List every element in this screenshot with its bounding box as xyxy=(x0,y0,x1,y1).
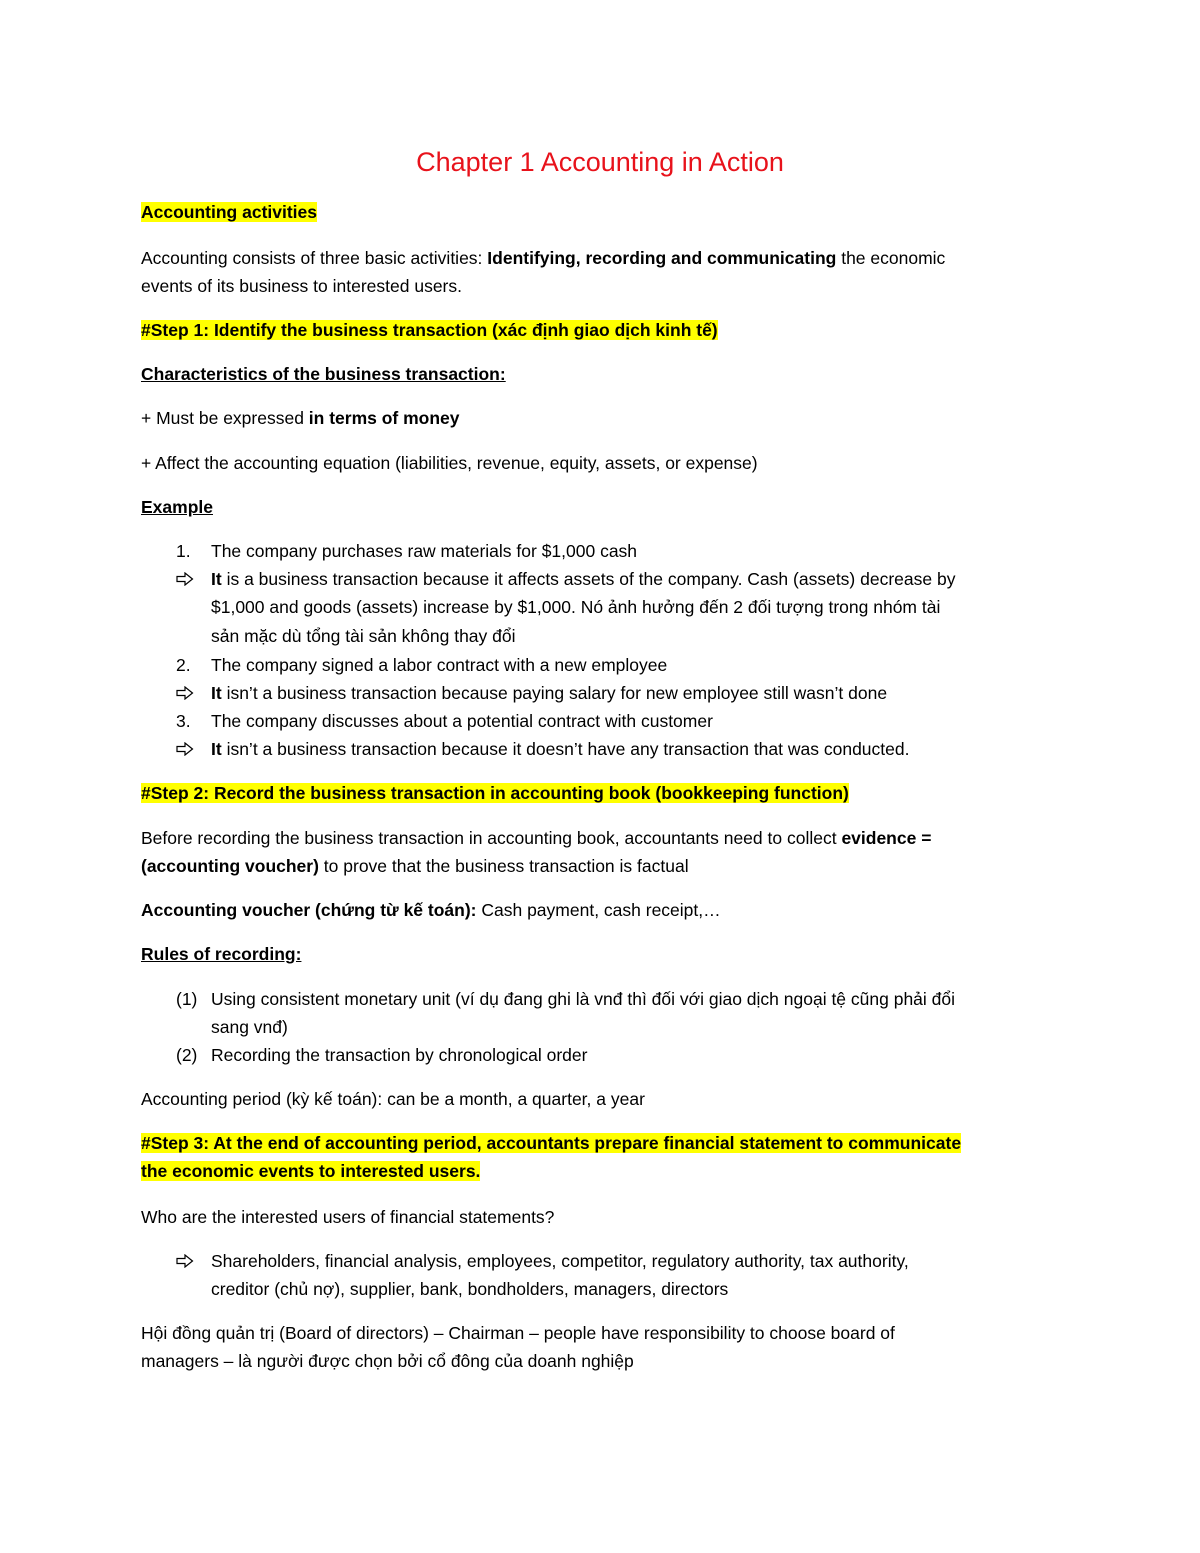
intro-paragraph-line2: events of its business to interested users. xyxy=(141,276,462,296)
board-paragraph-line1: Hội đồng quản trị (Board of directors) – Chairman – people have responsibility to choose board of xyxy=(141,1323,895,1343)
accounting-voucher-line: Accounting voucher (chứng từ kế toán): Cash payment, cash receipt,… xyxy=(141,900,721,920)
rules-heading: Rules of recording: xyxy=(141,944,302,964)
example-heading: Example xyxy=(141,497,213,517)
intro-paragraph-line1: Accounting consists of three basic activities: Identifying, recording and communicating the economic xyxy=(141,248,946,268)
list-item-continuation: sang vnđ) xyxy=(211,1017,288,1037)
list-item: It isn’t a business transaction because it doesn’t have any transaction that was conducted. xyxy=(211,739,910,759)
users-question: Who are the interested users of financial statements? xyxy=(141,1207,555,1227)
step2-paragraph-line1: Before recording the business transaction in accounting book, accountants need to collect evidence = xyxy=(141,828,932,848)
accounting-period-line: Accounting period (kỳ kế toán): can be a month, a quarter, a year xyxy=(141,1089,645,1109)
list-marker: 3. xyxy=(176,711,191,731)
characteristics-heading: Characteristics of the business transaction: xyxy=(141,364,506,384)
step2-paragraph-line2: (accounting voucher) to prove that the business transaction is factual xyxy=(141,856,689,876)
list-marker: (1) xyxy=(176,989,198,1009)
list-item: Recording the transaction by chronological order xyxy=(211,1045,588,1065)
section-heading-accounting-activities: Accounting activities xyxy=(141,202,318,222)
list-item: It is a business transaction because it affects assets of the company. Cash (assets) decrease by xyxy=(211,569,956,589)
page-title: Chapter 1 Accounting in Action xyxy=(416,147,784,177)
list-marker: (2) xyxy=(176,1045,198,1065)
list-item-continuation: sản mặc dù tổng tài sản không thay đổi xyxy=(211,626,516,646)
step3-heading-line2: the economic events to interested users. xyxy=(141,1161,481,1181)
step2-heading: #Step 2: Record the business transaction in accounting book (bookkeeping function) xyxy=(141,783,849,803)
arrow-icon xyxy=(176,565,194,593)
list-marker: 2. xyxy=(176,655,191,675)
arrow-icon xyxy=(176,1247,194,1275)
list-item: The company discusses about a potential contract with customer xyxy=(211,711,713,731)
list-item-continuation: $1,000 and goods (assets) increase by $1,000. Nó ảnh hưởng đến 2 đối tượng trong nhóm tài xyxy=(211,597,941,617)
characteristic-bullet-2: + Affect the accounting equation (liabilities, revenue, equity, assets, or expense) xyxy=(141,453,758,473)
board-paragraph-line2: managers – là người được chọn bởi cổ đông của doanh nghiệp xyxy=(141,1351,634,1371)
arrow-icon xyxy=(176,679,194,707)
list-marker: 1. xyxy=(176,541,191,561)
arrow-icon xyxy=(176,735,194,763)
step1-heading: #Step 1: Identify the business transaction (xác định giao dịch kinh tế) xyxy=(141,320,718,340)
characteristic-bullet-1: + Must be expressed in terms of money xyxy=(141,408,460,428)
list-item: It isn’t a business transaction because paying salary for new employee still wasn’t done xyxy=(211,683,888,703)
step3-heading-line1: #Step 3: At the end of accounting period, accountants prepare financial statement to communicate xyxy=(141,1133,962,1153)
list-item: The company purchases raw materials for $1,000 cash xyxy=(211,541,638,561)
list-item-continuation: creditor (chủ nợ), supplier, bank, bondholders, managers, directors xyxy=(211,1279,729,1299)
list-item: The company signed a labor contract with a new employee xyxy=(211,655,668,675)
list-item: Shareholders, financial analysis, employees, competitor, regulatory authority, tax authority, xyxy=(211,1251,909,1271)
list-item: Using consistent monetary unit (ví dụ đang ghi là vnđ thì đối với giao dịch ngoại tệ cũng phải đổi xyxy=(211,989,956,1009)
